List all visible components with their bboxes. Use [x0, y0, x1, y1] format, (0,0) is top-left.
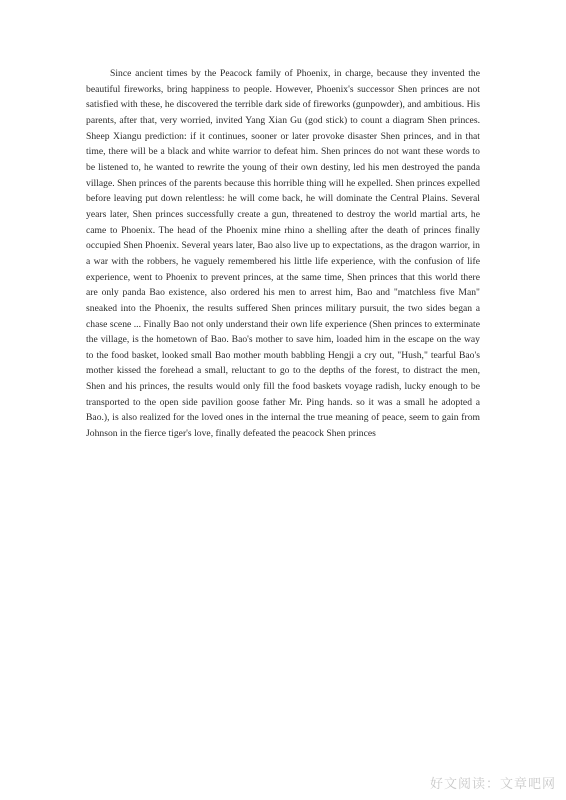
body-paragraph: Since ancient times by the Peacock family of Phoenix, in charge, because they invented the beautiful fireworks, bring happiness to people. However, Phoenix's successor Shen princes are not satisfied with these, he discovered the terrible dark side of fireworks (gunpowder), and ambitious. His parents, after that, very worried, invited Yang Xian Gu (god stick) to count a diagram Shen princes. Sheep Xiangu prediction: if it continues, sooner or later provoke disaster Shen princes, and in that time, there will be a black and white warrior to defeat him. Shen princes do not want these words to be listened to, he wanted to rewrite the young of their own destiny, led his men destroyed the panda village. Shen princes of the parents because this horrible thing will he expelled. Shen princes expelled before leaving put down relentless: he will come back, he will dominate the Central Plains. Several years later, Shen princes successfully create a gun, threatened to destroy the world martial arts, he came to Phoenix. The head of the Phoenix mine rhino a shelling after the death of princes finally occupied Shen Phoenix. Several years later, Bao also live up to expectations, as the dragon warrior, in a war with the robbers, he vaguely remembered his little life experience, with the confusion of life experience, went to Phoenix to prevent princes, at the same time, Shen princes that this world there are only panda Bao existence, also ordered his men to arrest him, Bao and "matchless five Man" sneaked into the Phoenix, the results suffered Shen princes military pursuit, the two sides began a chase scene ... Finally Bao not only understand their own life experience (Shen princes to exterminate the village, is the hometown of Bao. Bao's mother to save him, loaded him in the escape on the way to the food basket, looked small Bao mother mouth babbling Hengji a cry out, "Hush," tearful Bao's mother kissed the forehead a small, reluctant to go to the depths of the forest, to distract the men, Shen and his princes, the results would only fill the food baskets voyage radish, lucky enough to be transported to the open side pavilion goose father Mr. Ping hands. so it was a small he adopted a Bao.), is also realized for the loved ones in the internal the true meaning of peace, seem to gain from Johnson in the fierce tiger's love, finally defeated the peacock Shen princes [86, 68, 480, 440]
site-watermark: 好文阅读：文章吧网 [429, 777, 556, 792]
